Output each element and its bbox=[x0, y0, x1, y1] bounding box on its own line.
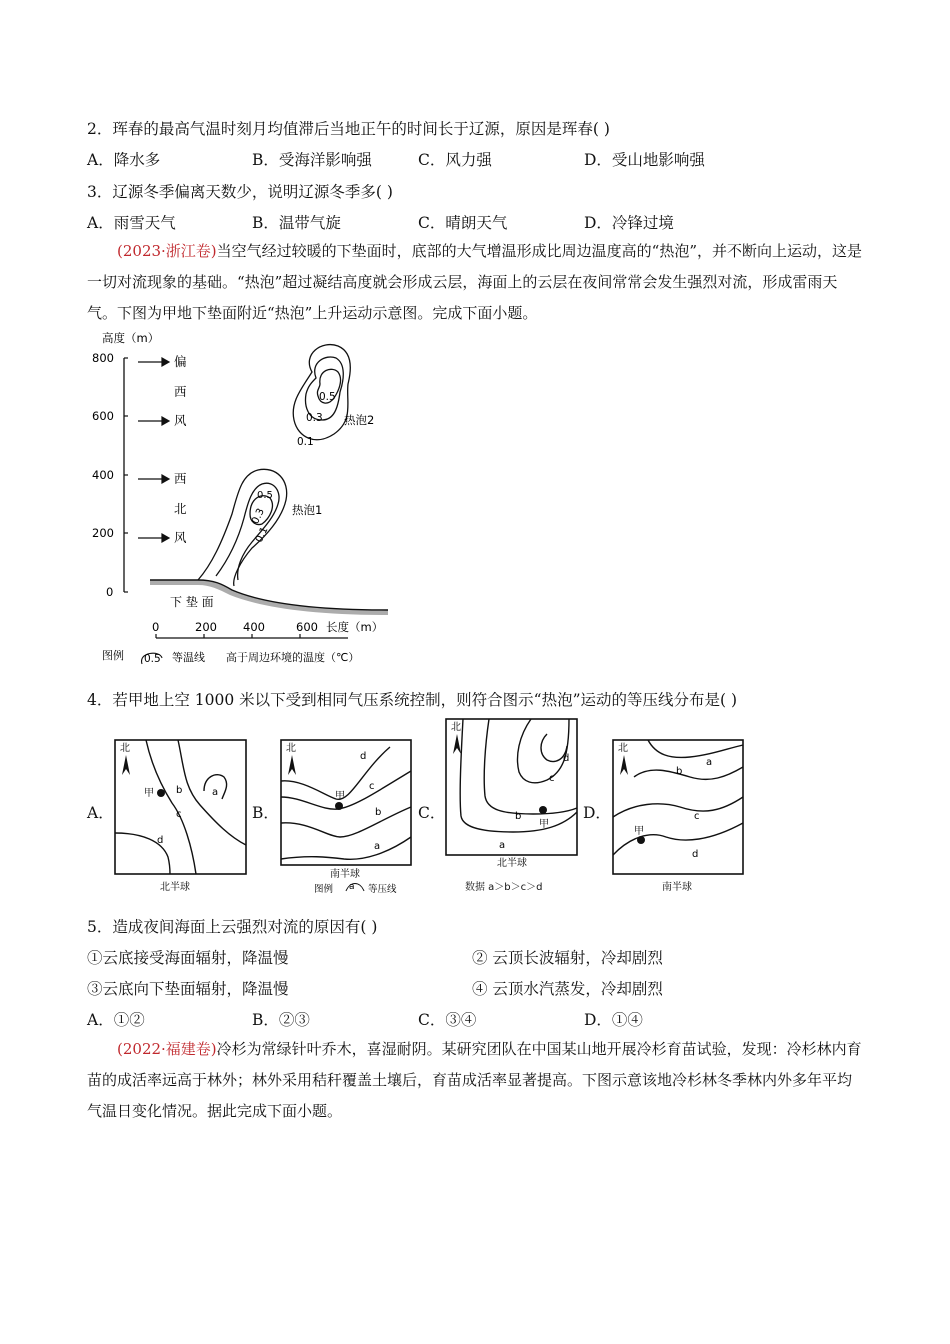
x-tick-0: 0 bbox=[152, 620, 160, 634]
hot-bubble-figure bbox=[90, 328, 410, 673]
map-a-jia-label: 甲 bbox=[144, 788, 154, 799]
map-a-label-d: d bbox=[157, 835, 164, 846]
q4-option-d-letter: D． bbox=[583, 804, 611, 822]
map-c-label-a: a bbox=[499, 840, 506, 851]
q5-option-c: C．③④ bbox=[418, 1011, 477, 1029]
passage-2-text: 冷杉为常绿针叶乔木，喜湿耐阴。某研究团队在中国某山地开展冷杉育苗试验，发现：冷杉林内育苗的成活率远高于林外；林外采用秸秆覆盖土壤后，育苗成活率显著提高。下图示意该地冷杉林冬季林内外多年平均气温日变化情况。据此完成下面小题。 bbox=[87, 1040, 862, 1120]
wind-upper-3: 风 bbox=[174, 413, 187, 428]
y-tick-800: 800 bbox=[92, 351, 114, 365]
bubble-2-value-03: 0.3 bbox=[306, 412, 323, 424]
q2-option-c: C．风力强 bbox=[418, 151, 492, 169]
map-c-note: 数据 a＞b＞c＞d bbox=[465, 882, 543, 893]
x-tick-600: 600 bbox=[296, 620, 318, 634]
q5-option-a: A．①② bbox=[87, 1011, 145, 1029]
map-c-north-arrow bbox=[453, 734, 461, 754]
map-d-label-c: c bbox=[694, 811, 700, 822]
map-b-label-a: a bbox=[374, 841, 381, 852]
y-tick-0: 0 bbox=[106, 585, 114, 599]
q3-stem: 3．辽源冬季偏离天数少，说明辽源冬季多( ) bbox=[87, 183, 393, 201]
q4-option-c-letter: C． bbox=[418, 804, 446, 822]
bubble-1-value-03: 0.3 bbox=[250, 506, 267, 526]
q3-option-b: B．温带气旋 bbox=[252, 214, 341, 232]
q5-stem: 5．造成夜间海面上云强烈对流的原因有( ) bbox=[87, 918, 378, 936]
isobar-map-b bbox=[278, 737, 418, 897]
map-a-caption: 北半球 bbox=[160, 882, 190, 893]
q3-option-a: A．雨雪天气 bbox=[87, 214, 176, 232]
map-b-label-d: d bbox=[360, 751, 367, 762]
q3-option-c: C．晴朗天气 bbox=[418, 214, 508, 232]
isobar-map-a bbox=[112, 737, 250, 897]
legend-temperature-text: 高于周边环境的温度（℃） bbox=[226, 651, 360, 664]
wind-upper-1: 偏 bbox=[174, 354, 187, 369]
bubble-2-label: 热泡2 bbox=[344, 413, 375, 427]
map-b-north-label: 北 bbox=[286, 743, 296, 754]
map-c-label-d: d bbox=[563, 753, 570, 764]
length-axis-title: 长度（m） bbox=[326, 620, 384, 634]
q5-item-3: ③云底向下垫面辐射，降温慢 bbox=[87, 980, 289, 998]
map-a-label-b: b bbox=[176, 785, 183, 796]
map-d-isobars bbox=[613, 740, 743, 855]
map-c-jia-label: 甲 bbox=[539, 819, 549, 830]
map-b-legend-title: 图例 bbox=[314, 884, 334, 895]
bubble-1-isotherms bbox=[198, 469, 287, 586]
map-a-frame bbox=[115, 740, 246, 874]
map-b-jia-label: 甲 bbox=[335, 791, 345, 802]
map-a-isobars bbox=[115, 740, 246, 874]
map-d-label-b: b bbox=[676, 766, 683, 777]
map-d-caption: 南半球 bbox=[662, 882, 692, 893]
q5-option-b: B．②③ bbox=[252, 1011, 310, 1029]
map-a-label-a: a bbox=[212, 787, 219, 798]
q4-option-b-letter: B． bbox=[252, 804, 279, 822]
y-tick-200: 200 bbox=[92, 526, 114, 540]
passage-2 bbox=[87, 1034, 863, 1127]
passage-1-text: 当空气经过较暖的下垫面时，底部的大气增温形成比周边温度高的“热泡”，并不断向上运动，这是一切对流现象的基础。“热泡”超过凝结高度就会形成云层，海面上的云层在夜间常常会发生强烈对流，形成雷雨天气。下图为甲地下垫面附近“热泡”上升运动示意图。完成下面小题。 bbox=[87, 242, 862, 322]
map-d-jia-point bbox=[637, 836, 645, 844]
map-d-jia-label: 甲 bbox=[634, 826, 644, 837]
map-d-label-d: d bbox=[692, 849, 699, 860]
map-c-north-label: 北 bbox=[451, 722, 461, 733]
map-c-label-c: c bbox=[549, 773, 555, 784]
q2-option-a: A．降水多 bbox=[87, 151, 161, 169]
map-a-north-arrow bbox=[122, 755, 130, 775]
map-a-jia-point bbox=[157, 789, 165, 797]
map-b-frame bbox=[281, 740, 411, 865]
wind-upper-2: 西 bbox=[174, 384, 187, 399]
passage-1-source: (2023·浙江卷) bbox=[117, 242, 217, 260]
q2-option-b: B．受海洋影响强 bbox=[252, 151, 372, 169]
map-b-north-arrow bbox=[288, 755, 296, 775]
y-tick-400: 400 bbox=[92, 468, 114, 482]
map-d-north-label: 北 bbox=[618, 743, 628, 754]
q4-stem: 4．若甲地上空 1000 米以下受到相同气压系统控制，则符合图示“热泡”运动的等压线分布是( ) bbox=[87, 691, 738, 709]
map-b-caption: 南半球 bbox=[330, 869, 360, 880]
map-b-jia-point bbox=[335, 802, 343, 810]
map-c-jia-point bbox=[539, 806, 547, 814]
bubble-2-value-01: 0.1 bbox=[297, 436, 314, 448]
wind-lower-2: 北 bbox=[174, 501, 187, 516]
height-axis-title: 高度（m） bbox=[102, 331, 160, 345]
map-a-label-c: c bbox=[176, 809, 182, 820]
q5-option-d: D．①④ bbox=[584, 1011, 643, 1029]
x-tick-200: 200 bbox=[195, 620, 217, 634]
q4-option-a-letter: A． bbox=[87, 804, 114, 822]
surface-label: 下 垫 面 bbox=[170, 595, 214, 609]
legend-title: 图例 bbox=[102, 649, 124, 662]
bubble-2-value-05: 0.5 bbox=[319, 391, 336, 403]
passage-1 bbox=[87, 236, 863, 329]
bubble-1-label: 热泡1 bbox=[292, 503, 323, 517]
q2-option-d: D．受山地影响强 bbox=[584, 151, 705, 169]
legend-sample-value: 0.5 bbox=[144, 653, 161, 665]
bubble-1-value-05: 0.5 bbox=[257, 490, 273, 501]
legend-isotherm-text: 等温线 bbox=[172, 651, 205, 664]
map-b-label-c: c bbox=[369, 781, 375, 792]
map-b-legend-text: 等压线 bbox=[368, 884, 397, 895]
map-c-label-b: b bbox=[515, 811, 522, 822]
q3-option-d: D．冷锋过境 bbox=[584, 214, 674, 232]
map-a-north-label: 北 bbox=[120, 743, 130, 754]
y-tick-600: 600 bbox=[92, 409, 114, 423]
map-b-label-b: b bbox=[375, 807, 382, 818]
map-c-caption: 北半球 bbox=[497, 858, 527, 869]
x-tick-400: 400 bbox=[243, 620, 265, 634]
map-b-isobars bbox=[281, 747, 411, 859]
q5-item-1: ①云底接受海面辐射，降温慢 bbox=[87, 949, 289, 967]
wind-lower-1: 西 bbox=[174, 471, 187, 486]
map-d-label-a: a bbox=[706, 757, 713, 768]
isobar-map-c bbox=[443, 716, 583, 870]
map-d-north-arrow bbox=[620, 755, 628, 775]
wind-lower-3: 风 bbox=[174, 530, 187, 545]
q2-stem: 2．珲春的最高气温时刻月均值滞后当地正午的时间长于辽源，原因是珲春( ) bbox=[87, 120, 610, 138]
map-c-frame bbox=[446, 719, 577, 855]
wind-arrows bbox=[138, 358, 169, 542]
isobar-map-d bbox=[610, 737, 750, 897]
q5-item-4: ④ 云顶水汽蒸发，冷却剧烈 bbox=[472, 980, 663, 998]
passage-2-source: (2022·福建卷) bbox=[117, 1040, 217, 1058]
q5-item-2: ② 云顶长波辐射，冷却剧烈 bbox=[472, 949, 663, 967]
map-b-legend-sample: a bbox=[349, 882, 355, 892]
bubble-1-value-01: 0.1 bbox=[253, 525, 271, 545]
